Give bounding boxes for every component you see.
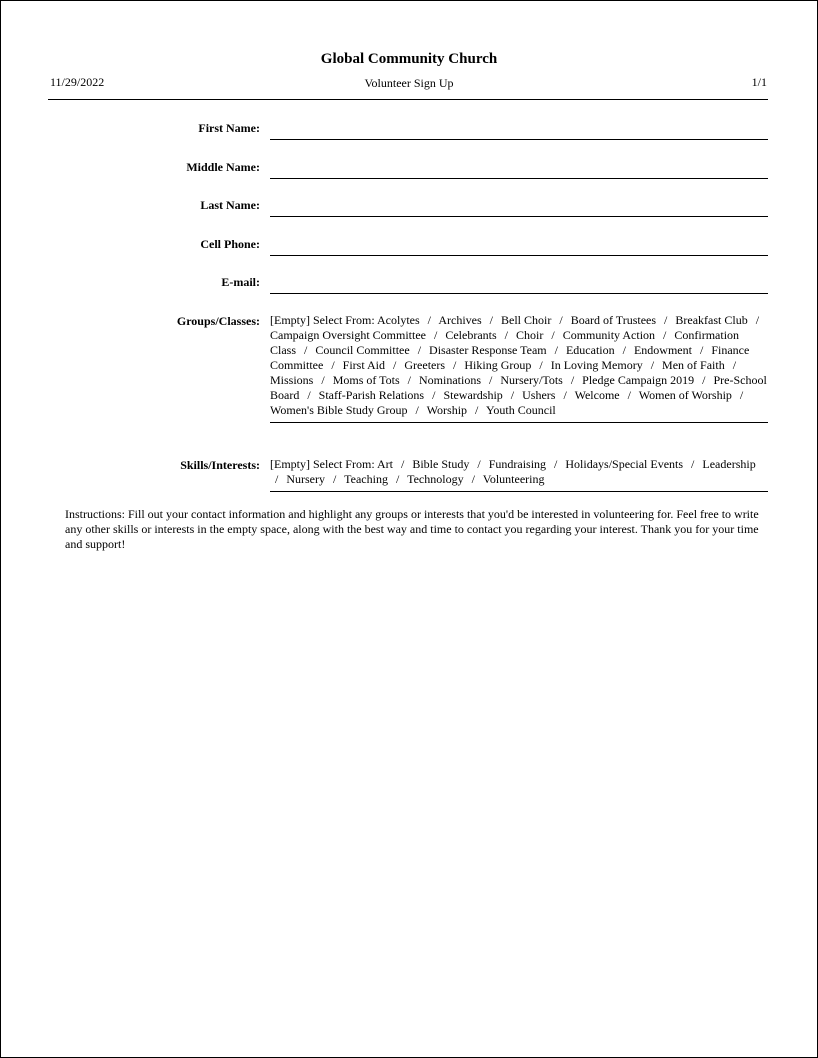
option-item[interactable]: Archives — [438, 313, 482, 327]
option-item[interactable]: Technology — [407, 472, 464, 486]
option-separator: / — [304, 343, 308, 357]
option-separator: / — [551, 328, 555, 342]
option-separator: / — [732, 358, 737, 372]
option-item[interactable]: Missions — [270, 373, 314, 387]
option-item[interactable]: Fundraising — [488, 457, 547, 471]
option-item[interactable]: Bell Choir — [501, 313, 552, 327]
option-separator: / — [432, 388, 436, 402]
option-separator: / — [755, 313, 760, 327]
option-item[interactable]: Choir — [516, 328, 544, 342]
option-separator: / — [427, 313, 431, 327]
option-item[interactable]: Community Action — [562, 328, 656, 342]
option-separator: / — [510, 388, 515, 402]
option-item[interactable]: In Loving Memory — [550, 358, 643, 372]
option-item[interactable]: Confirmation Class — [270, 328, 740, 357]
option-separator: / — [417, 343, 422, 357]
option-item[interactable]: Disaster Response Team — [429, 343, 547, 357]
first-name-label: First Name: — [198, 121, 260, 135]
option-item[interactable]: Holidays/Special Events — [565, 457, 684, 471]
option-separator: / — [570, 373, 575, 387]
option-item[interactable]: Finance Committee — [270, 343, 750, 372]
option-separator: / — [307, 388, 311, 402]
option-item[interactable]: Ushers — [522, 388, 556, 402]
option-separator: / — [331, 358, 335, 372]
option-item[interactable]: Women's Bible Study Group — [270, 403, 408, 417]
first-name-field[interactable] — [270, 139, 768, 140]
option-separator: / — [489, 373, 493, 387]
skills-label: Skills/Interests: — [180, 458, 260, 472]
option-item[interactable]: Women of Worship — [638, 388, 732, 402]
option-item[interactable]: Staff-Parish Relations — [318, 388, 425, 402]
option-item[interactable]: Men of Faith — [662, 358, 725, 372]
option-separator: / — [401, 457, 405, 471]
option-separator: / — [453, 358, 457, 372]
option-item[interactable]: Hiking Group — [464, 358, 532, 372]
option-item[interactable]: Council Committee — [315, 343, 410, 357]
groups-options[interactable] — [270, 313, 768, 423]
option-item[interactable]: Education — [565, 343, 615, 357]
option-separator: / — [627, 388, 631, 402]
page-number: 1/1 — [751, 75, 767, 89]
option-item[interactable]: Welcome — [574, 388, 620, 402]
option-item[interactable]: Endowment — [633, 343, 692, 357]
option-item[interactable]: Celebrants — [445, 328, 497, 342]
option-item[interactable]: First Aid — [342, 358, 386, 372]
option-item[interactable]: Art — [377, 457, 393, 471]
option-separator: / — [275, 472, 279, 486]
option-separator: / — [664, 313, 668, 327]
option-item[interactable]: Teaching — [344, 472, 388, 486]
option-item[interactable]: Leadership — [702, 457, 756, 471]
option-item[interactable]: Breakfast Club — [675, 313, 748, 327]
option-separator: / — [477, 457, 481, 471]
middle-name-label: Middle Name: — [186, 160, 260, 174]
option-separator: / — [333, 472, 337, 486]
option-item[interactable]: Pre-School Board — [270, 373, 767, 402]
option-item[interactable]: Moms of Tots — [332, 373, 400, 387]
option-separator: / — [702, 373, 706, 387]
option-item[interactable]: Youth Council — [485, 403, 556, 417]
option-separator: / — [539, 358, 543, 372]
form-subtitle: Volunteer Sign Up — [364, 76, 454, 90]
option-item[interactable]: Board of Trustees — [570, 313, 657, 327]
option-separator: / — [691, 457, 695, 471]
option-separator: / — [489, 313, 494, 327]
church-title: Global Community Church — [320, 51, 498, 67]
option-separator: / — [471, 472, 475, 486]
option-item[interactable]: Acolytes — [377, 313, 420, 327]
option-separator: / — [650, 358, 655, 372]
cell-phone-field[interactable] — [270, 255, 768, 256]
option-item[interactable]: Nursery/Tots — [500, 373, 563, 387]
option-separator: / — [559, 313, 563, 327]
option-item[interactable]: Worship — [426, 403, 468, 417]
option-separator: / — [321, 373, 325, 387]
option-item[interactable]: Greeters — [404, 358, 446, 372]
cell-phone-label: Cell Phone: — [200, 237, 260, 251]
email-field[interactable] — [270, 293, 768, 294]
option-separator: / — [663, 328, 667, 342]
option-separator: / — [563, 388, 567, 402]
print-date: 11/29/2022 — [50, 75, 105, 89]
last-name-field[interactable] — [270, 216, 768, 217]
option-item[interactable]: Pledge Campaign 2019 — [582, 373, 695, 387]
middle-name-field[interactable] — [270, 178, 768, 179]
option-separator: / — [433, 328, 438, 342]
option-item[interactable]: Stewardship — [443, 388, 503, 402]
option-separator: / — [415, 403, 419, 417]
option-separator: / — [554, 343, 558, 357]
option-item[interactable]: Volunteering — [482, 472, 545, 486]
groups-prefix: [Empty] Select From: — [270, 313, 377, 327]
option-item[interactable]: Bible Study — [412, 457, 470, 471]
option-item[interactable]: Nominations — [419, 373, 481, 387]
option-separator: / — [407, 373, 411, 387]
option-separator: / — [395, 472, 400, 486]
header-divider — [48, 99, 768, 100]
option-item[interactable]: Campaign Oversight Committee — [270, 328, 426, 342]
option-separator: / — [622, 343, 626, 357]
option-separator: / — [699, 343, 704, 357]
option-separator: / — [739, 388, 744, 402]
option-separator: / — [504, 328, 508, 342]
skills-prefix: [Empty] Select From: — [270, 457, 377, 471]
option-item[interactable]: Nursery — [286, 472, 325, 486]
option-separator: / — [554, 457, 558, 471]
groups-label: Groups/Classes: — [176, 314, 260, 328]
last-name-label: Last Name: — [200, 198, 260, 212]
option-separator: / — [475, 403, 479, 417]
instructions-text: Instructions: Fill out your contact information and highlight any groups or interests that you'd be interested in volunteering for. Feel free to write any other skills or interests in the empty space, along with the best way and time to contact you regarding your interest. Thank you for your time and support! — [65, 507, 759, 551]
option-separator: / — [393, 358, 397, 372]
skills-options[interactable] — [270, 457, 768, 492]
email-label: E-mail: — [221, 275, 260, 289]
